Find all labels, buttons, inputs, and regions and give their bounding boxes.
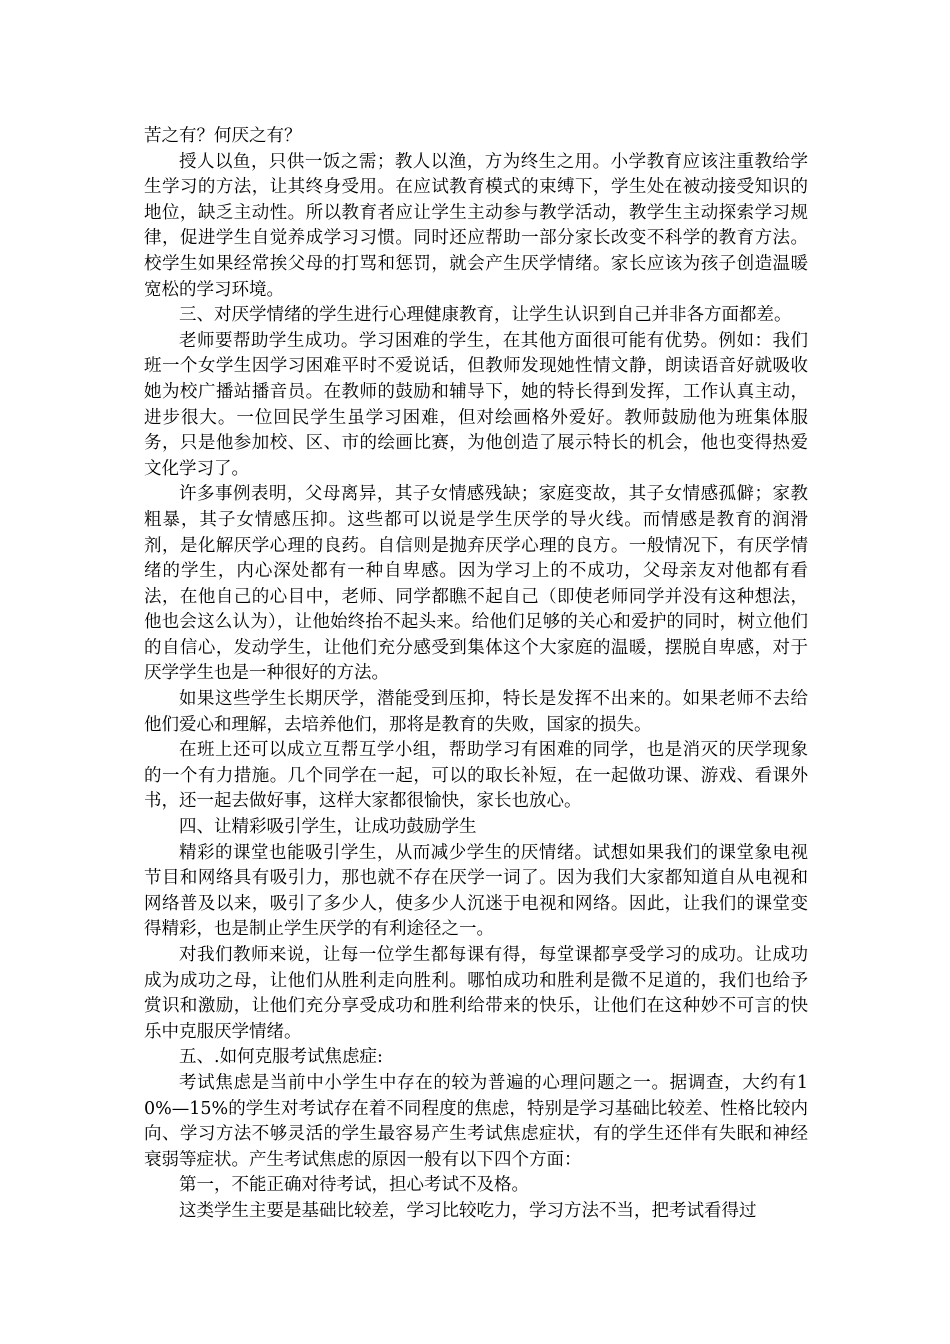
paragraph-engaging-classroom: 精彩的课堂也能吸引学生，从而减少学生的厌情绪。试想如果我们的课堂象电视节目和网络具有吸引力，那也就不存在厌学一词了。因为我们大家都知道自从电视和网络普及以来，吸引了多少人，使多少人沉迷于电视和网络。因此，让我们的课堂变得精彩，也是制止学生厌学的有利途径之一。 bbox=[144, 842, 808, 940]
paragraph-exam-anxiety: 考试焦虑是当前中小学生中存在的较为普遍的心理问题之一。据调查，大约有10%—15%的学生对考试存在着不同程度的焦虑，特别是学习基础比较差、性格比较内向、学习方法不够灵活的学生最容易产生考试焦虑症状，有的学生还伴有失眠和神经衰弱等症状。产生考试焦虑的原因一般有以下四个方面： bbox=[144, 1072, 808, 1170]
paragraph-teaching-methods: 授人以鱼，只供一饭之需；教人以渔，方为终生之用。小学教育应该注重教给学生学习的方法，让其终身受用。在应试教育模式的束缚下，学生处在被动接受知识的地位，缺乏主动性。所以教育者应让学生主动参与教学活动，教学生主动探索学习规律，促进学生自觉养成学习习惯。同时还应帮助一部分家长改变不科学的教育方法。校学生如果经常挨父母的打骂和惩罚，就会产生厌学情绪。家长应该为孩子创造温暖宽松的学习环境。 bbox=[144, 151, 808, 300]
section-heading-3: 三、对厌学情绪的学生进行心理健康教育，让学生认识到自己并非各方面都差。 bbox=[179, 305, 792, 326]
paragraph-emotional-factors: 许多事例表明，父母离异，其子女情感残缺；家庭变故，其子女情感孤僻；家教粗暴，其子女情感压抑。这些都可以说是学生厌学的导火线。而情感是教育的润滑剂，是化解厌学心理的良药。自信则是抛弃厌学心理的良方。一般情况下，有厌学情绪的学生，内心深处都有一种自卑感。因为学习上的不成功，父母亲友对他都有看法，在他自己的心目中，老师、同学都瞧不起自己（即使老师同学并没有这种想法，他也会这么认为），让他始终抬不起头来。给他们足够的关心和爱护的同时，树立他们的自信心，发动学生，让他们充分感受到集体这个大家庭的温暖，摆脱自卑感，对于厌学学生也是一种很好的方法。 bbox=[144, 484, 808, 684]
section-heading-4: 四、让精彩吸引学生，让成功鼓励学生 bbox=[179, 817, 477, 838]
section-heading-5: 五、.如何克服考试焦虑症: bbox=[179, 1047, 383, 1068]
paragraph-first-cause: 第一，不能正确对待考试，担心考试不及格。 bbox=[179, 1175, 529, 1196]
paragraph-success-encouragement: 对我们教师来说，让每一位学生都每课有得，每堂课都享受学习的成功。让成功成为成功之母，让他们从胜利走向胜利。哪怕成功和胜利是微不足道的，我们也给予赏识和激励，让他们充分享受成功和胜利给带来的快乐，让他们在这种妙不可言的快乐中克服厌学情绪。 bbox=[144, 945, 808, 1042]
paragraph-study-groups: 在班上还可以成立互帮互学小组，帮助学习有困难的同学，也是消灭的厌学现象的一个有力措施。几个同学在一起，可以的取长补短，在一起做功课、游戏、看课外书，还一起去做好事，这样大家都很愉快，家长也放心。 bbox=[144, 740, 808, 812]
paragraph-help-students-succeed: 老师要帮助学生成功。学习困难的学生，在其他方面很可能有优势。例如：我们班一个女学生因学习困难平时不爱说话，但教师发现她性情文静，朗读语音好就吸收她为校广播站播音员。在教师的鼓励和辅导下，她的特长得到发挥，工作认真主动，进步很大。一位回民学生虽学习困难，但对绘画格外爱好。教师鼓励他为班集体服务，只是他参加校、区、市的绘画比赛，为他创造了展示特长的机会，他也变得热爱文化学习了。 bbox=[144, 330, 808, 479]
document-page bbox=[144, 124, 808, 1225]
paragraph-opening-line: 苦之有？何厌之有？ bbox=[144, 126, 302, 146]
paragraph-long-term-aversion: 如果这些学生长期厌学，潜能受到压抑，特长是发挥不出来的。如果老师不去给他们爱心和理解，去培养他们，那将是教育的失败，国家的损失。 bbox=[144, 689, 808, 735]
paragraph-first-cause-detail: 这类学生主要是基础比较差，学习比较吃力，学习方法不当，把考试看得过 bbox=[179, 1200, 757, 1221]
